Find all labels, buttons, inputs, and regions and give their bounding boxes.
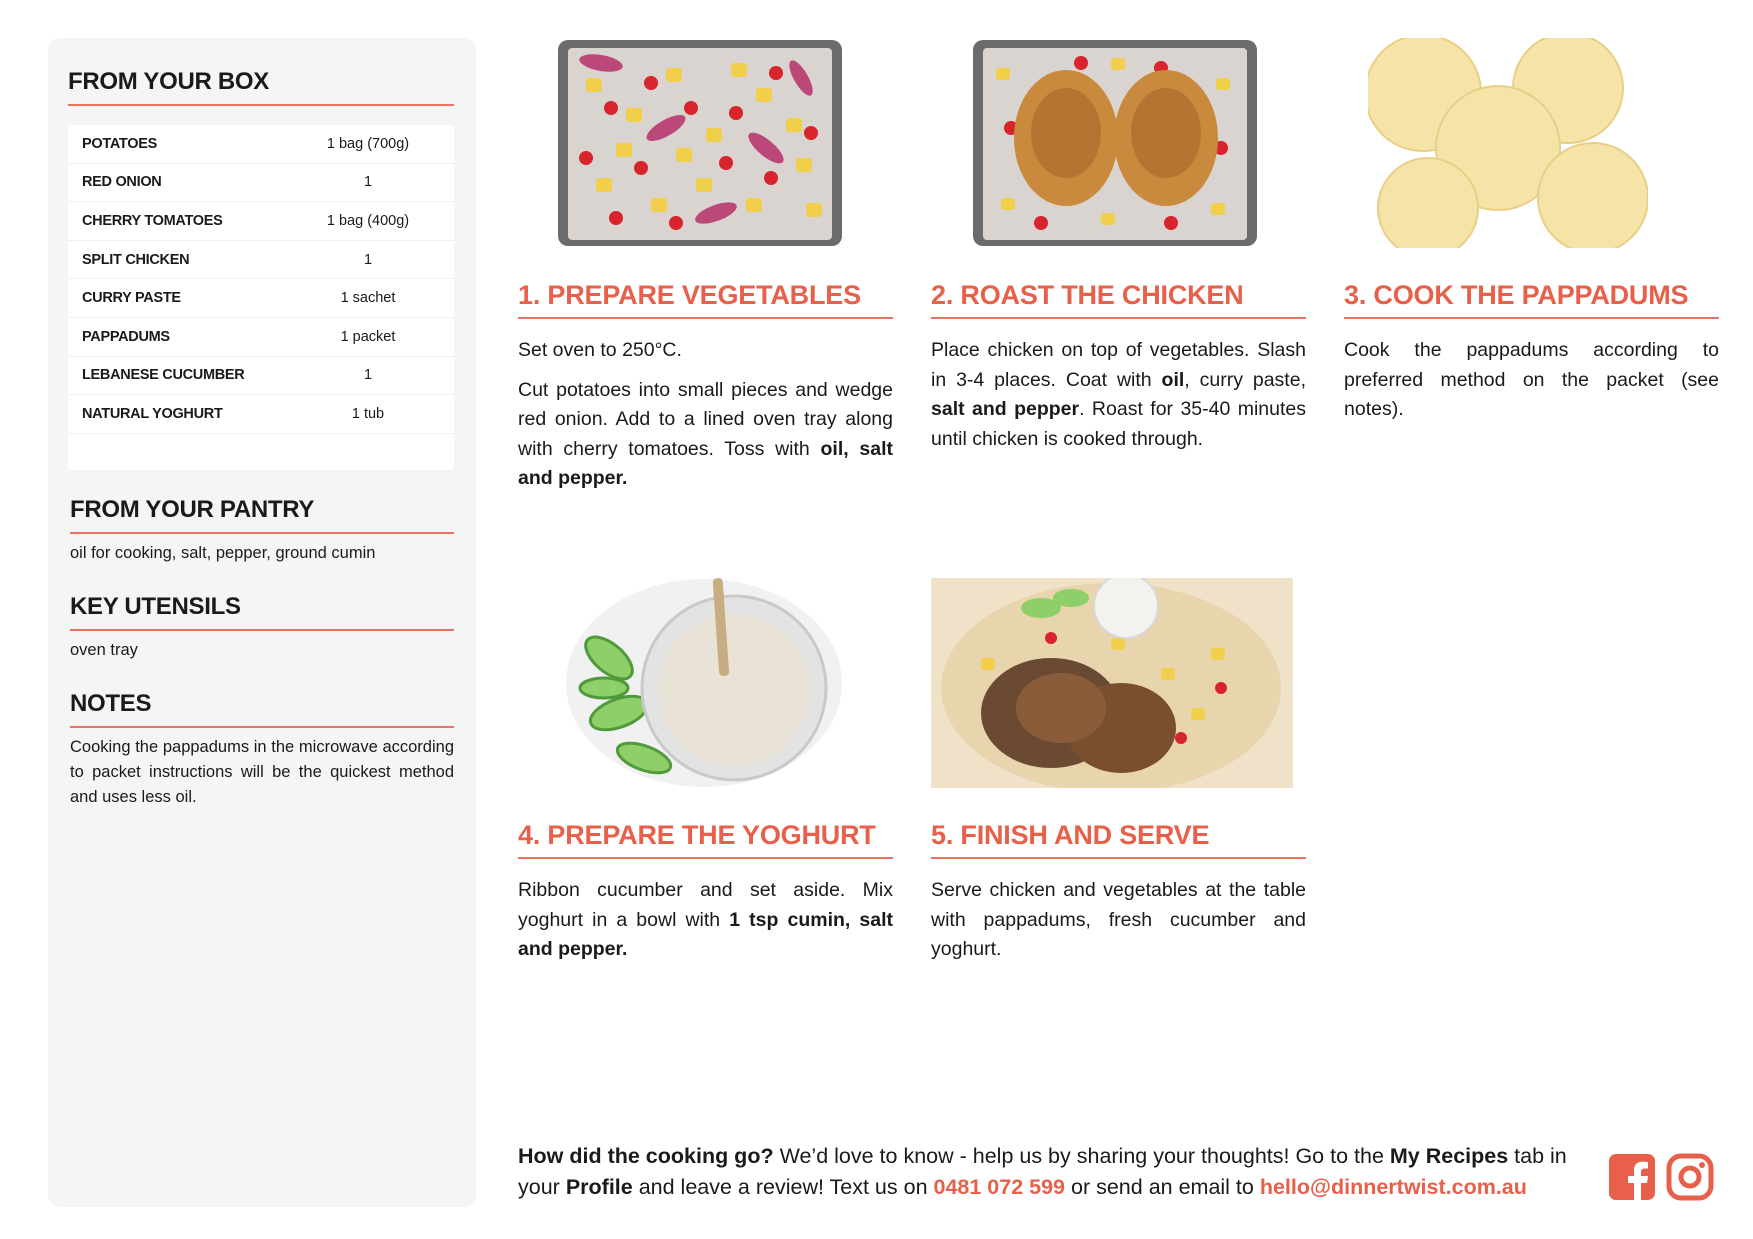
step-2-text-bold: salt and pepper — [931, 398, 1080, 420]
facebook-icon[interactable] — [1608, 1153, 1656, 1201]
step-5 — [931, 578, 1306, 978]
served-dish-photo — [931, 578, 1293, 788]
ingredient-row — [68, 125, 454, 164]
step-4-text — [518, 876, 893, 975]
ingredient-row — [68, 395, 454, 434]
step-1-text-plain: Cut potatoes into small pieces and wedge red onion. Add to a lined oven tray along with cherry tomatoes. Toss with — [518, 378, 893, 460]
ingredient-qty: 1 tub — [351, 405, 385, 422]
ingredient-row — [68, 202, 454, 241]
footer-question: How did the cooking go? — [518, 1144, 774, 1168]
email-link[interactable]: hello@dinnertwist.com.au — [1259, 1175, 1527, 1199]
ingredient-name: CHERRY TOMATOES — [82, 212, 223, 229]
step-4-text-plain: Ribbon cucumber and set aside. Mix yoghurt in a bowl with — [518, 879, 893, 931]
my-recipes-label: My Recipes — [1389, 1144, 1509, 1168]
ingredient-name: LEBANESE CUCUMBER — [82, 367, 245, 384]
notes-heading: NOTES — [70, 690, 454, 728]
footer-text: We’d love to know - help us by sharing your thoughts! Go to the — [773, 1144, 1390, 1168]
ingredient-qty: 1 — [363, 367, 373, 384]
feedback-footer — [518, 1141, 1578, 1203]
ingredient-row — [68, 318, 454, 357]
step-2-paragraph — [931, 336, 1306, 454]
step-3-title: 3. COOK THE PAPPADUMS — [1344, 280, 1719, 319]
step-4-title: 4. PREPARE THE YOGHURT — [518, 820, 893, 859]
step-1-title: 1. PREPARE VEGETABLES — [518, 280, 893, 319]
step-1 — [518, 38, 893, 498]
step-2-text-plain: Place chicken on top of vegetables. Slash in 3-4 places. Coat with — [931, 339, 1306, 391]
roast-chicken-tray-photo — [971, 38, 1259, 248]
tray-of-vegetables-photo — [556, 38, 844, 248]
step-2-text-plain: . Roast for 35-40 minutes until chicken is cooked through. — [931, 398, 1307, 450]
pappadums-photo — [1368, 38, 1648, 248]
step-4-text-bold: 1 tsp cumin, salt and pepper. — [518, 908, 894, 960]
ingredient-qty: 1 — [363, 174, 373, 191]
from-your-box-heading: FROM YOUR BOX — [68, 68, 454, 106]
step-2-text — [931, 336, 1306, 464]
ingredient-qty: 1 bag (400g) — [326, 212, 410, 229]
step-5-paragraph: Serve chicken and vegetables at the table with pappadums, fresh cucumber and yoghurt. — [931, 879, 1306, 960]
step-3-text — [1344, 336, 1719, 435]
pantry-text: oil for cooking, salt, pepper, ground cumin — [70, 544, 376, 562]
profile-label: Profile — [565, 1175, 633, 1199]
ingredient-name: CURRY PASTE — [82, 290, 181, 307]
step-5-title: 5. FINISH AND SERVE — [931, 820, 1306, 859]
footer-text: and leave a review! Text us on — [632, 1175, 934, 1199]
yoghurt-cucumber-photo — [564, 578, 844, 788]
step-1-text — [518, 336, 893, 504]
footer-text: tab in your — [518, 1144, 1567, 1199]
step-1-line-1: Set oven to 250°C. — [518, 339, 682, 361]
phone-link[interactable]: 0481 072 599 — [933, 1175, 1066, 1199]
ingredient-row — [68, 241, 454, 280]
step-2-text-bold: oil — [1161, 368, 1185, 391]
ingredient-name: POTATOES — [82, 135, 157, 152]
ingredient-name: SPLIT CHICKEN — [82, 251, 190, 268]
step-3 — [1344, 38, 1719, 498]
footer-text: or send an email to — [1065, 1175, 1260, 1199]
step-3-paragraph: Cook the pappadums according to preferred method on the packet (see notes). — [1344, 339, 1719, 420]
step-4-paragraph — [518, 876, 893, 965]
step-2 — [931, 38, 1306, 498]
step-5-text — [931, 876, 1306, 975]
ingredients-sidebar — [48, 38, 476, 1207]
ingredients-table — [68, 125, 454, 470]
from-your-pantry-heading: FROM YOUR PANTRY — [70, 496, 454, 534]
step-2-text-plain: , curry paste, — [1184, 368, 1306, 391]
ingredient-qty: 1 packet — [340, 328, 396, 345]
ingredient-name: NATURAL YOGHURT — [82, 405, 223, 422]
step-4 — [518, 578, 893, 978]
key-utensils-heading: KEY UTENSILS — [70, 593, 454, 631]
ingredient-row — [68, 164, 454, 203]
ingredient-row — [68, 357, 454, 396]
ingredient-name: RED ONION — [82, 174, 162, 191]
step-1-text-bold: oil, salt and pepper. — [518, 437, 894, 489]
ingredient-qty: 1 bag (700g) — [326, 135, 410, 152]
instagram-icon[interactable] — [1666, 1153, 1714, 1201]
ingredient-row — [68, 279, 454, 318]
ingredient-name: PAPPADUMS — [82, 328, 170, 345]
notes-text: Cooking the pappadums in the microwave according to packet instructions will be the quickest method and uses less oil. — [70, 738, 454, 806]
ingredient-qty: 1 — [363, 251, 373, 268]
ingredient-qty: 1 sachet — [340, 290, 396, 307]
step-1-line-2 — [518, 376, 893, 494]
step-2-title: 2. ROAST THE CHICKEN — [931, 280, 1306, 319]
utensils-text: oven tray — [70, 641, 138, 659]
